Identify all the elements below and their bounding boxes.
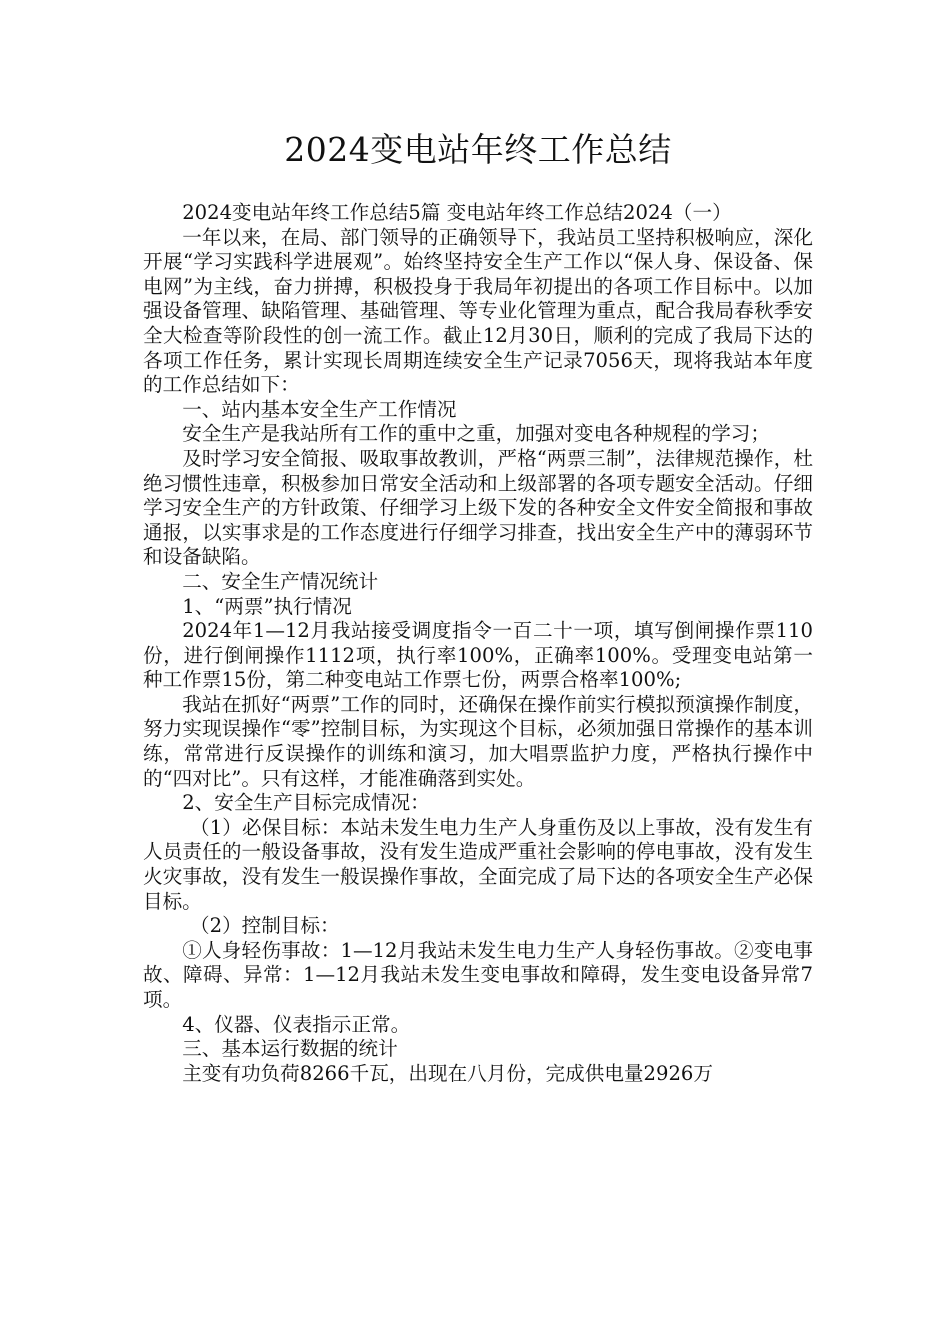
- document-title: 2024变电站年终工作总结: [284, 130, 672, 169]
- document-body: [143, 201, 813, 1086]
- subsection-heading: 4、仪器、仪表指示正常。: [182, 1012, 411, 1036]
- paragraph: 我站在抓好“两票”工作的同时，还确保在操作前实行模拟预演操作制度，努力实现误操作“零”控制目标，为实现这个目标，必须加强日常操作的基本训练，常常进行反误操作的训练和演习，加大唱票监护力度，严格执行操作中的“四对比”。只有这样，才能准确落到实处。: [143, 692, 813, 790]
- section-heading-3: 三、基本运行数据的统计: [182, 1037, 398, 1061]
- paragraph: （1）必保目标：本站未发生电力生产人身重伤及以上事故，没有发生有人员责任的一般设备事故，没有发生造成严重社会影响的停电事故，没有发生火灾事故，没有发生一般误操作事故，全面完成了局下达的各项安全生产必保目标。: [143, 815, 813, 913]
- section-heading-1: 一、站内基本安全生产工作情况: [182, 397, 457, 421]
- paragraph: 2024年1—12月我站接受调度指令一百二十一项，填写倒闸操作票110份，进行倒闸操作1112项，执行率100%，正确率100%。受理变电站第一种工作票15份，第二种变电站工作票七份，两票合格率100%;: [143, 619, 813, 692]
- paragraph: ①人身轻伤事故：1—12月我站未发生电力生产人身轻伤事故。②变电事故、障碍、异常：1—12月我站未发生变电事故和障碍，发生变电设备异常7项。: [143, 938, 813, 1011]
- paragraph: 主变有功负荷8266千瓦，出现在八月份，完成供电量2926万: [182, 1061, 713, 1085]
- subsection-heading: 1、“两票”执行情况: [182, 594, 352, 618]
- paragraph: 及时学习安全简报、吸取事故教训，严格“两票三制”，法律规范操作，杜绝习惯性违章，积极参加日常安全活动和上级部署的各项专题安全活动。仔细学习安全生产的方针政策、仔细学习上级下发的各种安全文件安全简报和事故通报，以实事求是的工作态度进行仔细学习排查，找出安全生产中的薄弱环节和设备缺陷。: [143, 446, 813, 569]
- paragraph-subtitle: 2024变电站年终工作总结5篇 变电站年终工作总结2024（一）: [182, 201, 732, 224]
- subsection-heading: （2）控制目标：: [190, 914, 340, 938]
- paragraph-intro: 一年以来，在局、部门领导的正确领导下，我站员工坚持积极响应，深化开展“学习实践科学进展观”。始终坚持安全生产工作以“保人身、保设备、保电网”为主线，奋力拼搏，积极投身于我局年初提出的各项工作目标中。以加强设备管理、缺陷管理、基础管理、等专业化管理为重点，配合我局春秋季安全大检查等阶段性的创一流工作。截止12月30日，顺利的完成了我局下达的各项工作任务，累计实现长周期连续安全生产记录7056天，现将我站本年度的工作总结如下：: [143, 225, 813, 397]
- paragraph: 安全生产是我站所有工作的重中之重，加强对变电各种规程的学习；: [182, 422, 770, 446]
- subsection-heading: 2、安全生产目标完成情况：: [182, 791, 430, 815]
- section-heading-2: 二、安全生产情况统计: [182, 569, 379, 593]
